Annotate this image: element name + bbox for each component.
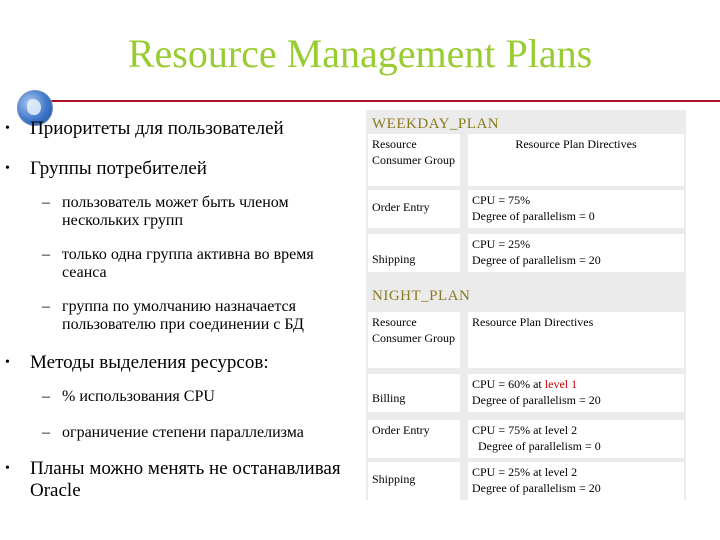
night-row3-directives: CPU = 25% at level 2 Degree of parallelism = 20: [468, 462, 684, 500]
weekday-row2-directives: CPU = 25% Degree of parallelism = 20: [468, 234, 684, 272]
weekday-plan-title: WEEKDAY_PLAN: [372, 116, 500, 132]
weekday-header-directives: Resource Plan Directives: [468, 134, 684, 186]
night-row2-directives: CPU = 75% at level 2 Degree of parallelism = 0: [468, 420, 684, 458]
slide-title: Resource Management Plans: [127, 31, 593, 76]
bullet-change-plans: • Планы можно менять не останавливая Oracle: [5, 458, 341, 501]
weekday-header-group: Resource Consumer Group: [368, 134, 460, 186]
weekday-row1-directives: CPU = 75% Degree of parallelism = 0: [468, 190, 684, 228]
sub-bullet-cpu: – % использования CPU: [42, 388, 215, 405]
bullet-dot-icon: •: [5, 121, 10, 136]
bullet-priorities: • Приоритеты для пользователей: [5, 118, 284, 139]
bullet-dot-icon: •: [5, 355, 10, 370]
sub-bullet-parallelism: – ограничение степени параллелизма: [42, 424, 304, 441]
night-header-directives: Resource Plan Directives: [468, 312, 684, 368]
sub-bullet-one-active: – только одна группа активна во время сеанса: [42, 246, 314, 281]
night-row1-directives: CPU = 60% at level 1 Degree of parallelism = 20: [468, 374, 684, 412]
bullet-consumer-groups: • Группы потребителей: [5, 158, 207, 179]
sub-bullet-default-group: – группа по умолчанию назначается пользователю при соединении с БД: [42, 298, 304, 333]
weekday-row2-group: Shipping: [368, 234, 460, 272]
bullet-allocation-methods: • Методы выделения ресурсов:: [5, 352, 269, 373]
night-row3-group: Shipping: [368, 462, 460, 500]
bullet-dot-icon: •: [5, 461, 10, 476]
night-plan-title: NIGHT_PLAN: [372, 288, 471, 304]
weekday-row1-group: Order Entry: [368, 190, 460, 228]
sub-bullet-member: – пользователь может быть членом нескольких групп: [42, 194, 289, 229]
night-row1-group: Billing: [368, 374, 460, 412]
bullet-dot-icon: •: [5, 161, 10, 176]
night-row2-group: Order Entry: [368, 420, 460, 458]
night-header-group: Resource Consumer Group: [368, 312, 460, 368]
